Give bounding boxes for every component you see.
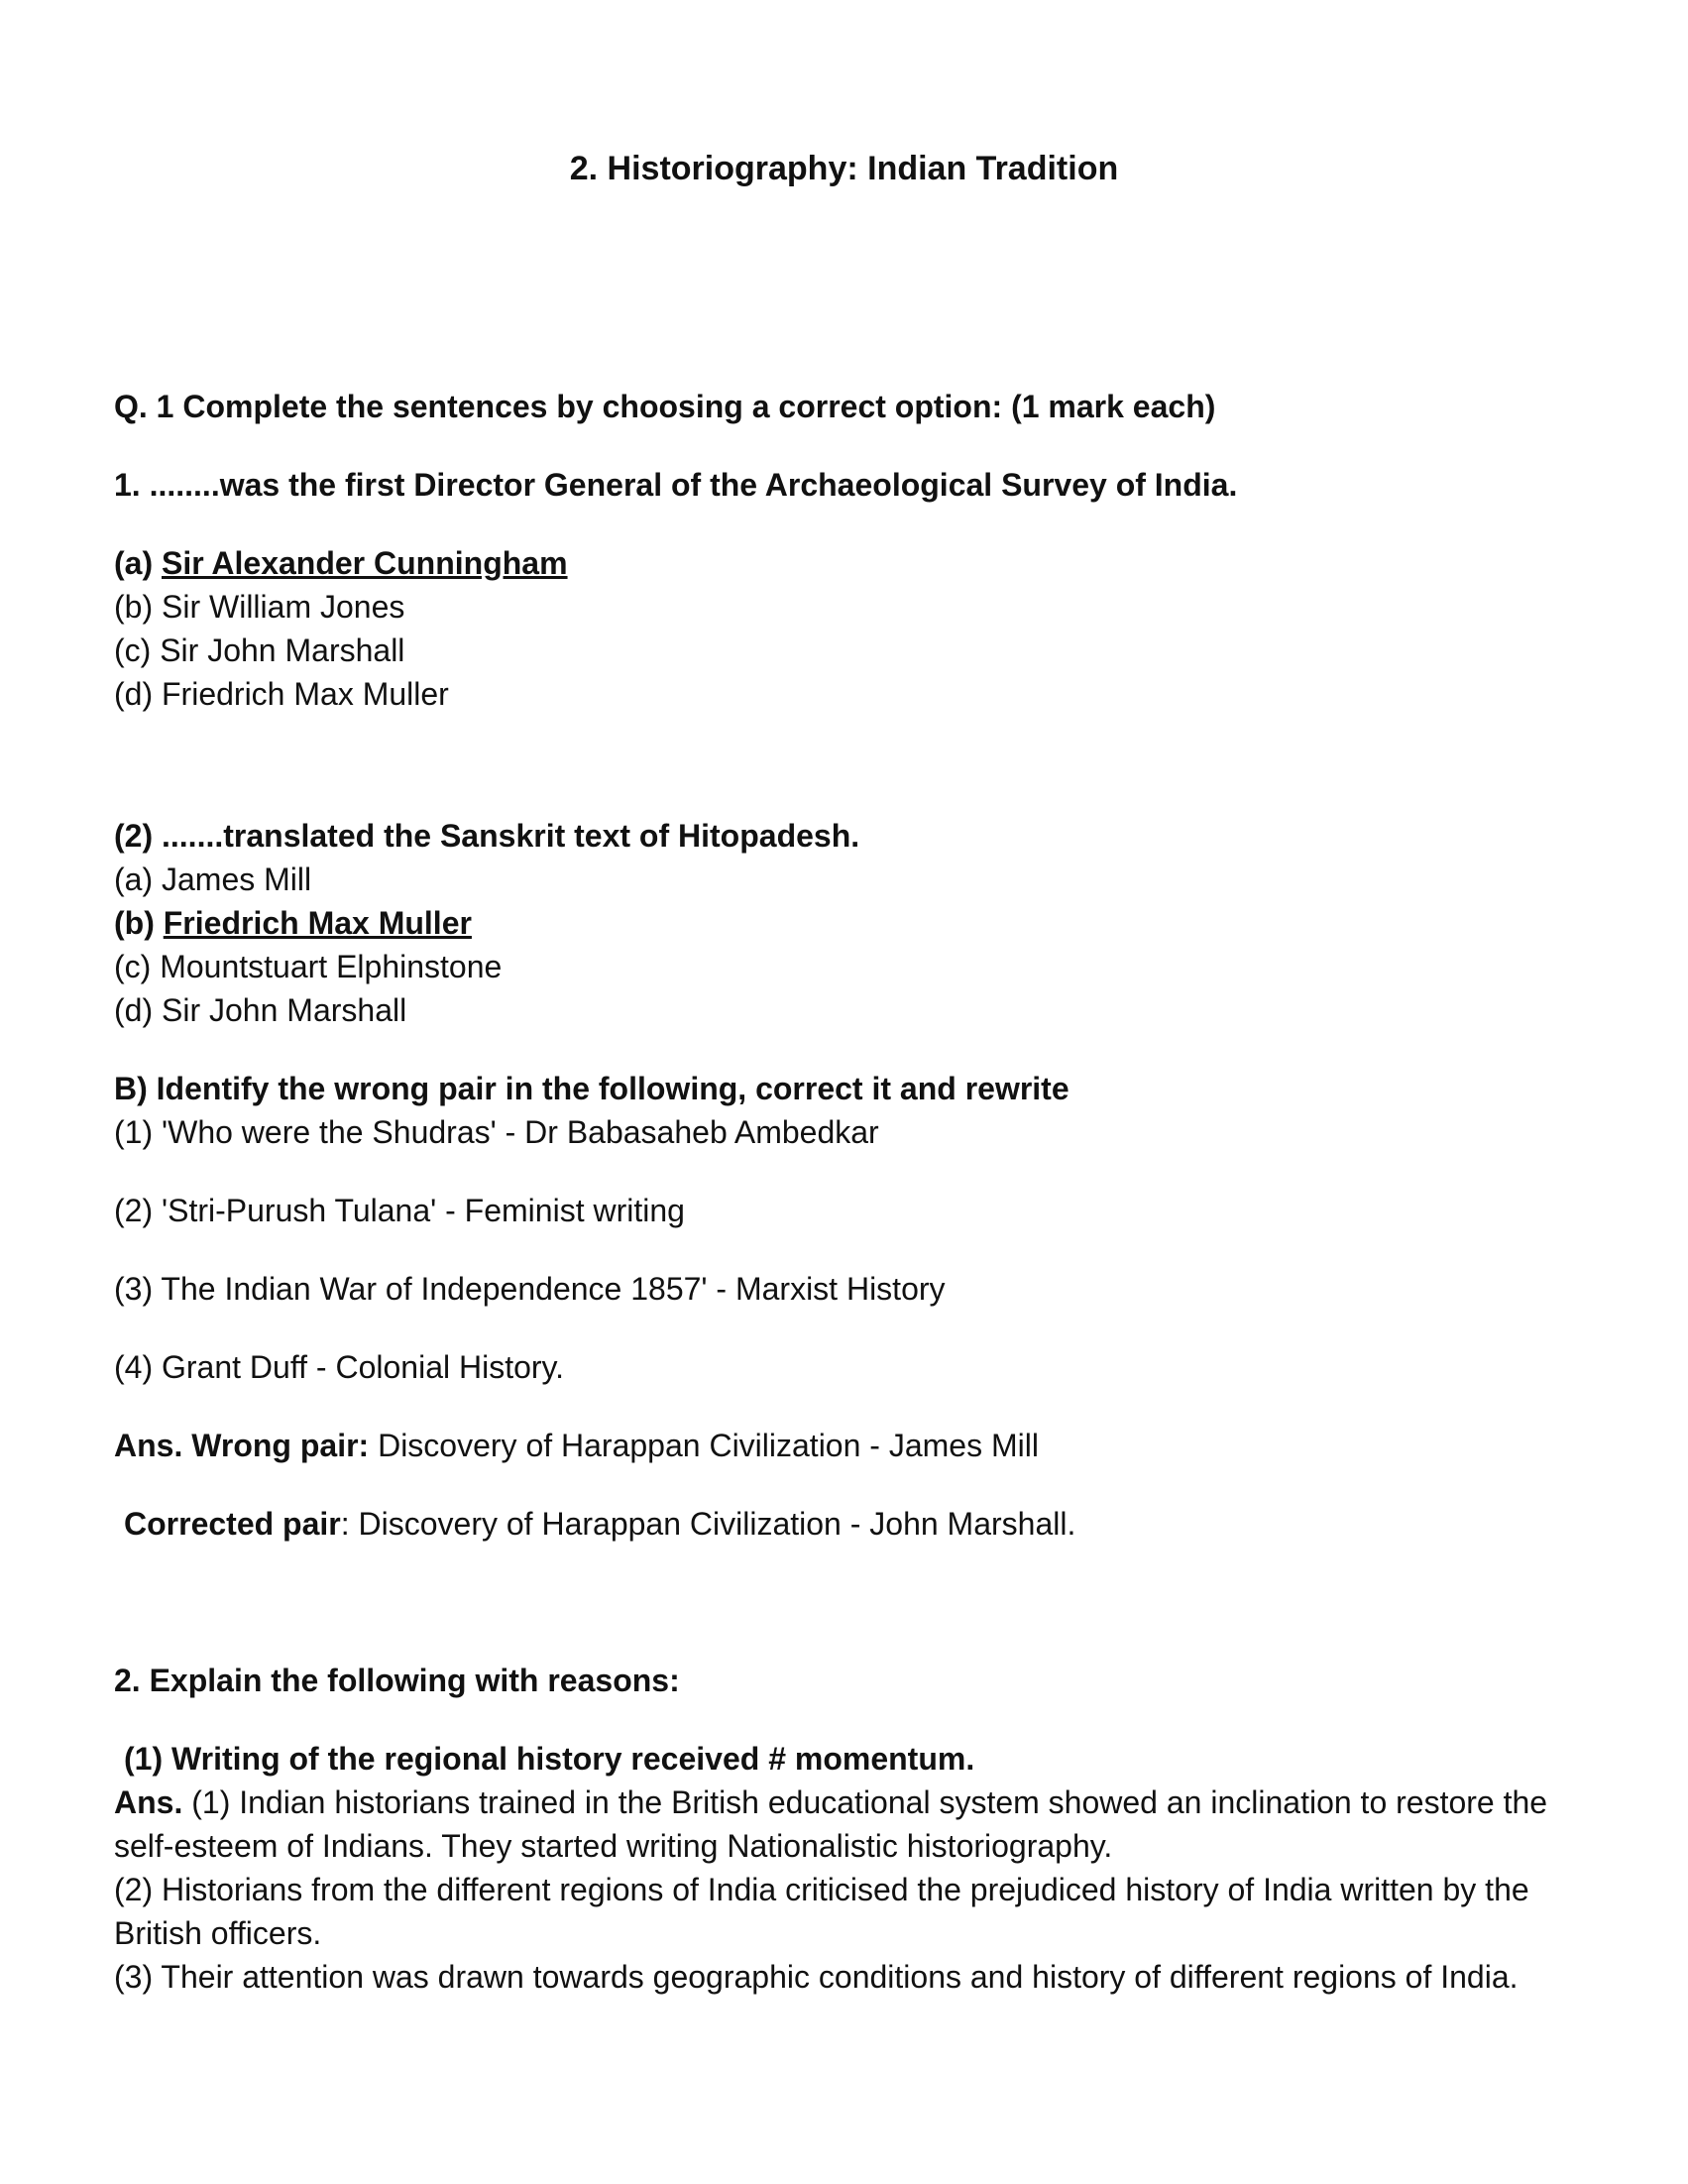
pair-item: (4) Grant Duff - Colonial History. (114, 1349, 565, 1385)
q2-heading: 2. Explain the following with reasons: (114, 1663, 680, 1698)
q1-item1-question: 1. ........was the first Director General of the Archaeological Survey of India. (114, 467, 1238, 503)
q1-item1-answer (114, 541, 1601, 585)
q1-item1-option-d: (d) Friedrich Max Muller (114, 676, 449, 712)
q1-item1-option-c: (c) Sir John Marshall (114, 632, 405, 668)
answer-prefix: (a) (114, 545, 162, 581)
correct-answer: Sir Alexander Cunningham (162, 545, 568, 581)
corrected-label: Corrected pair (124, 1506, 341, 1542)
answer-label: Ans. Wrong pair: (114, 1428, 370, 1463)
q1-item2-answer (114, 901, 1601, 945)
corrected-text: : Discovery of Harappan Civilization - John Marshall. (340, 1506, 1076, 1542)
q1-item2-option-a: (a) James Mill (114, 862, 312, 897)
q1-item1-option-b: (b) Sir William Jones (114, 589, 405, 625)
pair-item: (1) 'Who were the Shudras' - Dr Babasaheb Ambedkar (114, 1114, 879, 1150)
section-b-heading: B) Identify the wrong pair in the following, correct it and rewrite (114, 1071, 1069, 1106)
correct-answer: Friedrich Max Muller (163, 905, 472, 941)
pair-item: (3) The Indian War of Independence 1857' - Marxist History (114, 1271, 946, 1307)
document-content (114, 385, 1601, 1999)
corrected-pair (114, 1502, 1601, 1546)
q1-heading: Q. 1 Complete the sentences by choosing a correct option: (1 mark each) (114, 389, 1216, 424)
q2-sub1-question: (1) Writing of the regional history received # momentum. (124, 1741, 975, 1777)
q2-sub1-answer-2: (2) Historians from the different regions of India criticised the prejudiced history of India written by the British officers. (114, 1872, 1529, 1951)
answer-label: Ans. (114, 1784, 183, 1820)
q2-sub1-answer-3: (3) Their attention was drawn towards geographic conditions and history of different regions of India. (114, 1959, 1519, 1995)
q1-item2-option-c: (c) Mountstuart Elphinstone (114, 949, 503, 984)
q2-sub1-answer-1 (114, 1781, 1601, 1868)
pair-item: (2) 'Stri-Purush Tulana' - Feminist writing (114, 1193, 685, 1228)
page-title: 2. Historiography: Indian Tradition (569, 150, 1119, 187)
answer-point: (1) Indian historians trained in the British educational system showed an inclination to restore the self-esteem of Indians. They started writing Nationalistic historiography. (114, 1784, 1548, 1864)
q1-item2-option-d: (d) Sir John Marshall (114, 992, 407, 1028)
answer-text: Discovery of Harappan Civilization - James Mill (369, 1428, 1039, 1463)
answer-prefix: (b) (114, 905, 164, 941)
wrong-pair-answer (114, 1424, 1601, 1467)
q1-item2-question: (2) .......translated the Sanskrit text of Hitopadesh. (114, 818, 860, 854)
